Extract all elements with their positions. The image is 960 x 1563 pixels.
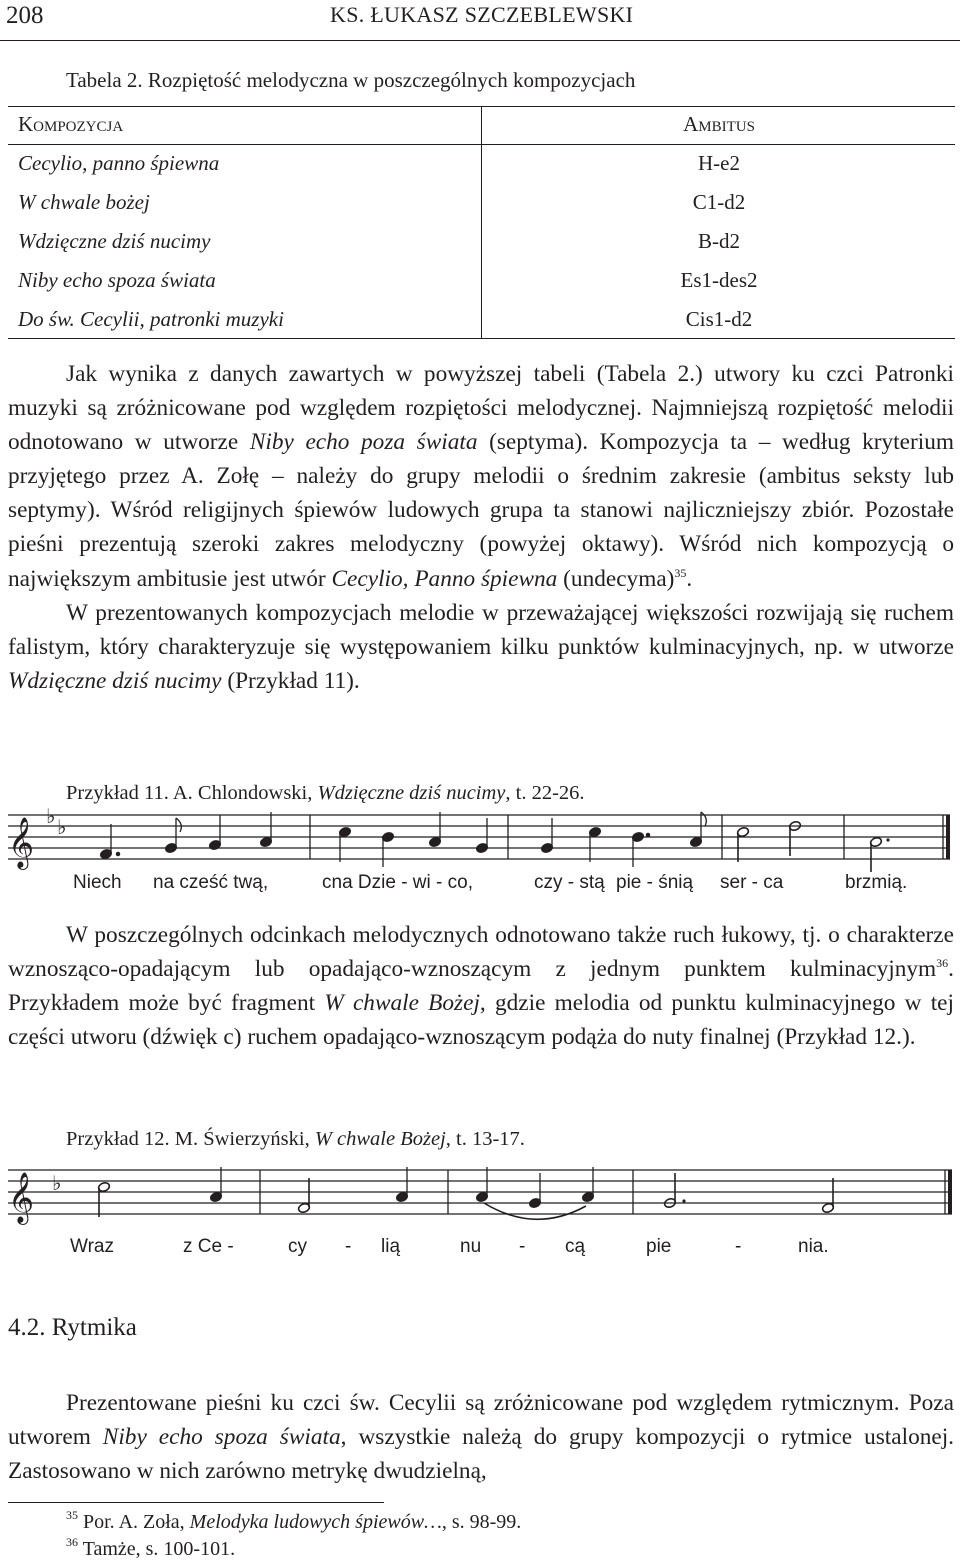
page-number: 208 [6, 2, 44, 29]
lyric-syllable: lią [381, 1236, 401, 1257]
lyric-syllable: - [345, 1236, 352, 1257]
example-12-caption: Przykład 12. M. Świerzyński, W chwale Bożej, t. 13-17. [66, 1128, 525, 1150]
lyric-syllable: ser - ca [720, 872, 784, 893]
example-11-caption: Przykład 11. A. Chlondowski, Wdzięczne dziś nucimy, t. 22-26. [66, 782, 585, 804]
lyric-syllable: pie [646, 1236, 672, 1257]
body-text-block [8, 1386, 954, 1488]
header-rule [0, 40, 960, 41]
lyric-syllable: pie - śnią [616, 872, 694, 893]
lyric-syllable: Niech [73, 872, 122, 893]
flat-icon: ♭ [46, 805, 56, 828]
footnote-ref[interactable]: 35 [674, 565, 687, 580]
music-staff-example-12 [8, 1160, 958, 1236]
flat-icon: ♭ [52, 1171, 62, 1195]
lyric-syllable: nu [460, 1236, 482, 1257]
lyric-syllable: czy - stą [534, 872, 605, 893]
paragraph: Jak wynika z danych zawartych w powyższej tabeli (Tabela 2.) utwory ku czci Patronki muzyki są zróżnicowane pod względem rozpiętości melodycznej. Najmniejszą rozpiętość melodii odnotowano w utworze Niby echo poza świata (septyma). Kompozycja ta – według kryterium przyjętego przez A. Zołę – należy do grupy melodii o średnim zakresie (ambitus seksty lub septymy). Wśród religijnych śpiewów ludowych grupa ta stanowi najliczniejszy zbiór. Pozostałe pieśni prezentują szeroki zakres melodyczny (powyżej oktawy). Wśród nich kompozycją o największym ambitusie jest utwór Cecylio, Panno śpiewna (undecyma)$^{35}$. [8, 361, 955, 592]
footnote-rule [8, 1502, 384, 1503]
running-head: KS. ŁUKASZ SZCZEBLEWSKI [330, 2, 634, 27]
table-cell-composition: Niby echo spoza świata [18, 268, 216, 292]
table-cell-composition: Cecylio, panno śpiewna [18, 151, 220, 175]
lyric-syllable: cą [565, 1236, 586, 1257]
lyric-syllable: na cześć twą, [153, 872, 269, 893]
footnote-ref[interactable]: 36 [936, 956, 949, 971]
title-italic: Niby echo poza świata [249, 429, 478, 456]
title-italic: Cecylio, Panno śpiewna [331, 565, 558, 592]
table-cell-ambitus: Cis1-d2 [685, 307, 753, 331]
paragraph: Prezentowane pieśni ku czci św. Cecylii są zróżnicowane pod względem rytmicznym. Poza utworem Niby echo spoza świata, wszystkie należą do grupy kompozycji o rytmice ustalonej. Zastosowano w nich zarówno metrykę dwudzielną, [8, 1390, 955, 1485]
table-cell-ambitus: H-e2 [698, 151, 740, 175]
footnote: $^{36}$ Tamże, s. 100-101. [66, 1535, 236, 1560]
lyric-syllable: brzmią. [845, 872, 908, 893]
paragraph: W prezentowanych kompozycjach melodie w przeważającej większości rozwijają się ruchem falistym, który charakteryzuje się występowaniem kilku punktów kulminacyjnych, np. w utworze Wdzięczne dziś nucimy (Przykład 11). [8, 599, 954, 694]
table-column-divider [481, 106, 482, 339]
lyric-syllable: z Ce - [183, 1236, 234, 1257]
lyrics-example-12 [0, 1236, 960, 1262]
table-cell-ambitus: Es1-des2 [680, 268, 758, 292]
title-italic: W chwale Bożej [324, 990, 480, 1017]
table-cell-composition: Do św. Cecylii, patronki muzyki [18, 307, 284, 331]
body-text-block [8, 918, 954, 1054]
lyric-syllable: Wraz [70, 1236, 114, 1257]
body-text-block [8, 357, 954, 698]
table-header-ambitus: Ambitus [683, 112, 755, 136]
section-heading: 4.2. Rytmika [8, 1314, 137, 1341]
music-staff-example-11 [8, 805, 958, 879]
lyrics-example-11 [0, 872, 960, 898]
title-italic: Niby echo spoza świata [102, 1424, 341, 1451]
table-caption: Tabela 2. Rozpiętość melodyczna w poszczególnych kompozycjach [66, 68, 636, 92]
title-italic: Wdzięczne dziś nucimy [8, 667, 222, 694]
table-cell-ambitus: B-d2 [698, 229, 740, 253]
lyric-syllable: - [519, 1236, 526, 1257]
footnote-number: 35 [66, 1508, 78, 1522]
footnote: $^{35}$ Por. A. Zoła, Melodyka ludowych śpiewów…, s. 98-99. [66, 1508, 522, 1533]
lyric-syllable: cy [288, 1236, 307, 1257]
paragraph: W poszczególnych odcinkach melodycznych odnotowano także ruch łukowy, tj. o charakterze wznosząco-opadającym lub opadająco-wznoszącym z jednym punktem kulminacyjnym$^{36}$. Przykładem może być fragment W chwale Bożej, gdzie melodia od punktu kulminacyjnego w tej części utworu (dźwięk c) ruchem opadająco-wznoszącym podąża do nuty finalnej (Przykład 12.). [8, 922, 954, 1051]
flat-icon: ♭ [57, 815, 67, 839]
table-cell-composition: W chwale bożej [18, 190, 150, 214]
table-cell-ambitus: C1-d2 [692, 190, 746, 214]
treble-clef-icon: 𝄞 [8, 817, 35, 868]
treble-clef-icon: 𝄞 [8, 1172, 35, 1223]
table-cell-composition: Wdzięczne dziś nucimy [18, 229, 211, 253]
footnote-number: 36 [66, 1535, 78, 1549]
lyric-syllable: nia. [798, 1236, 829, 1257]
lyric-syllable: - [735, 1236, 742, 1257]
table-header-composition: Kompozycja [18, 112, 124, 136]
lyric-syllable: cna Dzie - wi - co, [322, 872, 473, 893]
